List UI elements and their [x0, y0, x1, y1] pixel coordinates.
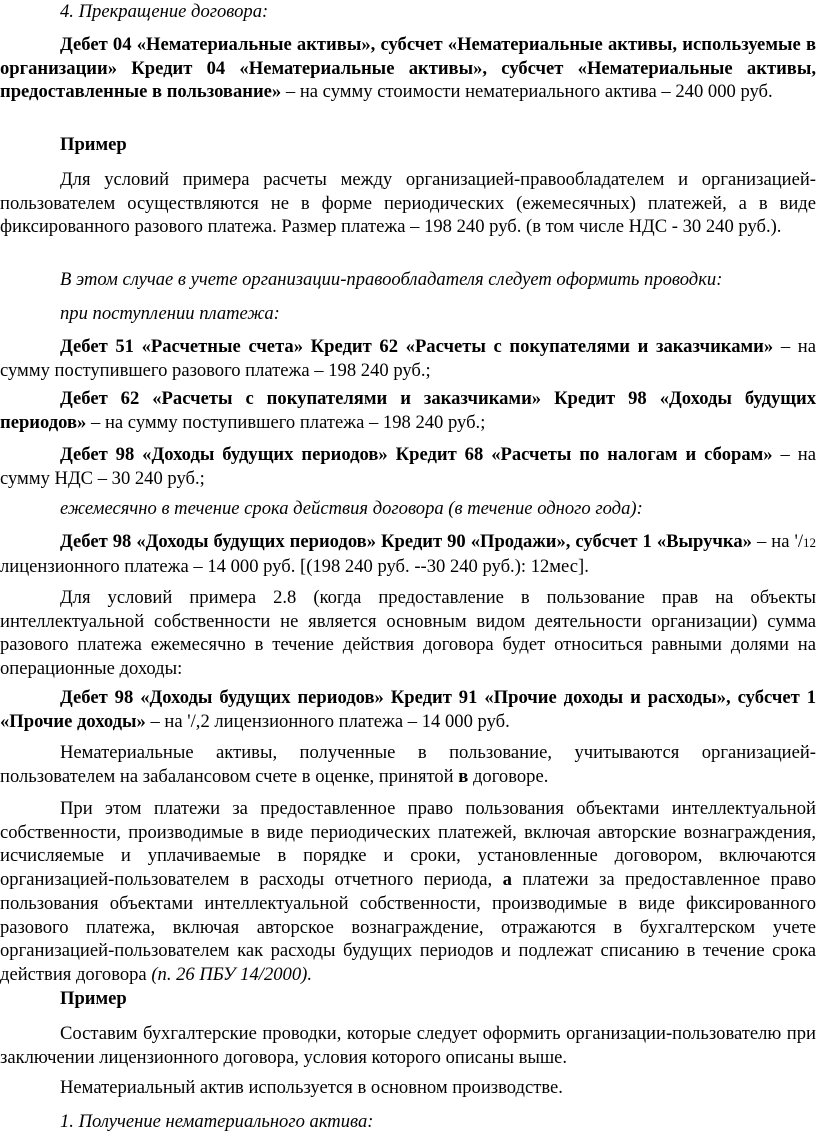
example-heading: Пример — [60, 134, 127, 155]
posting-98-90 — [0, 530, 816, 578]
posting-accounts: Дебет 98 «Доходы будущих периодов» Кредит 90 «Продажи», субсчет 1 «Выручка» — [60, 531, 752, 552]
posting-accounts: Дебет 62 «Расчеты с покупателями и заказчиками» Кредит 98 «Доходы будущих периодов» — [0, 388, 816, 433]
posting-accounts: Дебет 98 «Доходы будущих периодов» Кредит 68 «Расчеты по налогам и сборам» — [60, 444, 773, 465]
paragraph-main-production: Нематериальный актив используется в основном производстве. — [60, 1077, 563, 1098]
posting-accounts: Дебет 04 «Нематериальные активы», субсчет «Нематериальные активы, используемые в организации» Кредит 04 «Нематериальные активы», субсчет «Нематериальные активы, предоставленные в пользование» — [0, 34, 816, 103]
text-part: платежи за предоставленное право пользования объектами интеллектуальной собственности, производимые в виде фиксированного разового платежа, включая авторское вознаграждение, отражаются в бухгалтерском учете организацией-пользователем как расходы будущих периодов и подлежат списанию в течение срока действия договора — [0, 869, 816, 985]
posting-amount: – на сумму НДС – 30 240 руб.; — [0, 444, 816, 489]
posting-98-91 — [0, 686, 816, 733]
posting-amount: – на '/,2 лицензионного платежа – 14 000 руб. — [145, 710, 510, 732]
paragraph-operational-income: Для условий примера 2.8 (когда предоставление в пользование прав на объекты интеллектуальной собственности не является основным видом деятельности организации) сумма разового платежа ежемесячно в течение действия договора будет относиться равными долями на операционные доходы: — [0, 587, 816, 680]
list-item-receipt: 1. Получение нематериального актива: — [60, 1111, 374, 1132]
posting-98-68 — [0, 443, 816, 490]
italic-note-licensor: В этом случае в учете организации-правообладателя следует оформить проводки: — [60, 269, 723, 290]
italic-note-monthly: ежемесячно в течение срока действия договора (в течение одного года): — [60, 498, 643, 519]
text-part: При этом платежи за предоставленное право пользования объектами интеллектуальной собственности, производимые в виде периодических платежей, включая авторские вознаграждения, исчисляемые и уплачиваемые в порядке и сроки, установленные договором, включаются организацией-пользователем в расходы отчетного периода, — [0, 798, 816, 891]
example-paragraph: Для условий примера расчеты между организацией-правообладателем и организацией-пользователем осуществляются не в форме периодических (ежемесячных) платежей, а в виде фиксированного разового платежа. Размер платежа – 198 240 руб. (в том числе НДС - 30 240 руб.). — [0, 169, 816, 238]
italic-note-payment: при поступлении платежа: — [60, 303, 280, 324]
paragraph-payments — [0, 797, 816, 987]
text-part: договоре. — [468, 765, 549, 787]
posting-51-62 — [0, 335, 816, 382]
section-heading-termination: 4. Прекращение договора: — [60, 1, 269, 22]
posting-accounts: Дебет 98 «Доходы будущих периодов» Кредит 91 «Прочие доходы и расходы», субсчет 1 «Прочие доходы» — [0, 687, 816, 732]
text-part: Нематериальные активы, полученные в пользование, учитываются организацией-пользователем на забалансовом счете в оценке, принятой — [0, 742, 816, 787]
example-heading-2: Пример — [60, 988, 127, 1009]
bold-conjunction: а — [502, 869, 512, 891]
bold-preposition: в — [458, 765, 469, 787]
posting-62-98 — [0, 387, 816, 434]
posting-amount: – на '/ — [751, 531, 803, 552]
posting-amount: – на сумму поступившего платежа – 198 240 руб.; — [86, 411, 486, 433]
posting-amount-calc: лицензионного платежа – 14 000 руб. [(198 240 руб. --30 240 руб.): 12мес]. — [0, 555, 589, 577]
posting-amount: – на сумму поступившего разового платежа – 198 240 руб.; — [0, 336, 816, 381]
posting-accounts: Дебет 51 «Расчетные счета» Кредит 62 «Расчеты с покупателями и заказчиками» — [60, 336, 774, 357]
example-paragraph-2: Составим бухгалтерские проводки, которые следует оформить организации-пользователю при заключении лицензионного договора, условия которого описаны выше. — [0, 1023, 816, 1068]
regulation-reference: (п. 26 ПБУ 14/2000). — [151, 963, 312, 985]
fraction-subscript: 12 — [803, 535, 816, 550]
posting-writeoff-intangible — [0, 33, 816, 104]
paragraph-off-balance — [0, 741, 816, 788]
posting-amount: – на сумму стоимости нематериального актива – 240 000 руб. — [281, 81, 773, 103]
